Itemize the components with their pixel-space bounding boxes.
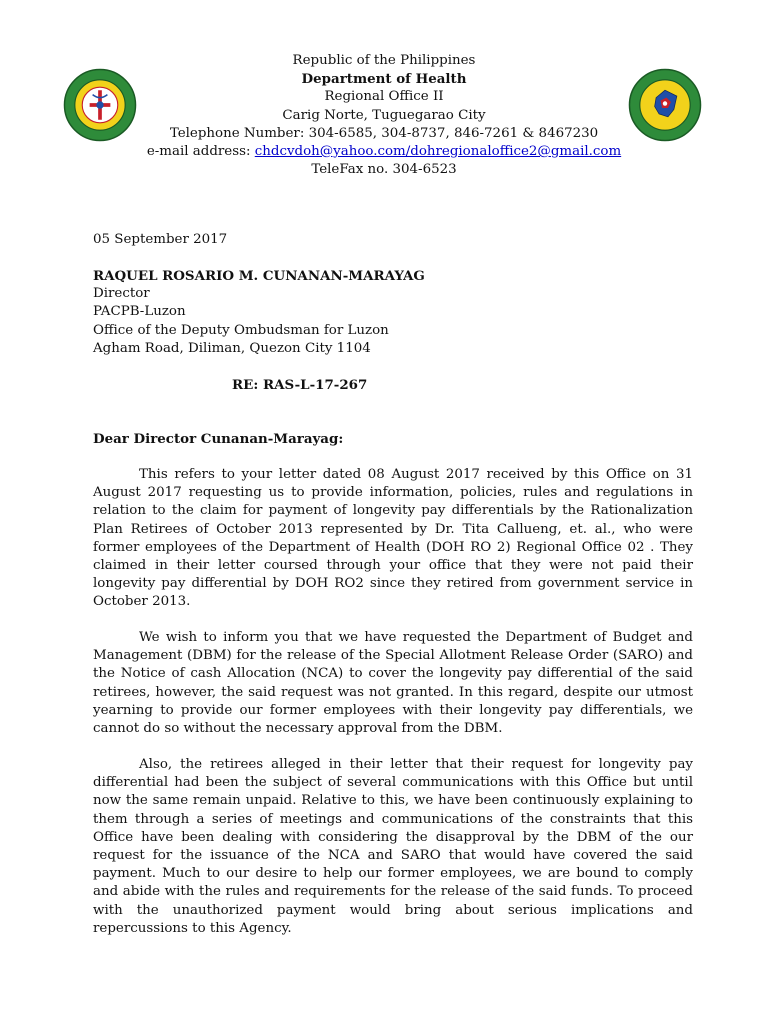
address-line: Carig Norte, Tuguegarao City: [282, 107, 486, 123]
telephone-line: Telephone Number: 304-6585, 304-8737, 846-7261 & 8467230: [169, 125, 599, 141]
email-label: e-mail address:: [146, 144, 255, 160]
recipient-address: Agham Road, Diliman, Quezon City 1104: [93, 340, 371, 356]
country-line: Republic of the Philippines: [292, 53, 476, 68]
recipient-title: Director: [93, 286, 150, 302]
letterhead: [140, 52, 628, 179]
recipient-office: Office of the Deputy Ombudsman for Luzon: [93, 322, 389, 338]
doh-regional-office-seal-right-logo: [628, 68, 702, 142]
department-line: Department of Health: [301, 71, 467, 88]
office-line: Regional Office II: [324, 89, 444, 105]
recipient-block: [93, 267, 693, 358]
recipient-name: RAQUEL ROSARIO M. CUNANAN-MARAYAG: [93, 268, 425, 284]
paragraph-2: We wish to inform you that we have requested the Department of Budget and Management (DBM) for the release of the Special Allotment Release Order (SARO) and the Notice of cash Allocation (NCA) to cover the longevity pay differential of the said retirees, however, the said request was not granted. In this regard, despite our utmost yearning to provide our former employees with their longevity pay differentials, we cannot do so without the necessary approval from the DBM.: [93, 630, 693, 737]
email-line: [140, 143, 628, 161]
salutation: Dear Director Cunanan-Marayag:: [93, 431, 344, 447]
reference-line: RE: RAS-L-17-267: [232, 377, 368, 393]
recipient-unit: PACPB-Luzon: [93, 304, 186, 320]
paragraph-3: Also, the retirees alleged in their letter that their request for longevity pay differential had been the subject of several communications with this Office but until now the same remain unpaid. Relative to this, we have been continuously explaining to them through a series of meetings and communications of the constraints that this Office have been dealing with considering the disapproval by the DBM of the our request for the issuance of the NCA and SARO that would have covered the said payment. Much to our desire to help our former employees, we are bound to comply and abide with the rules and requirements for the release of the said funds. To proceed with the unauthorized payment would bring about serious implications and repercussions to this Agency.: [93, 757, 693, 936]
doh-seal-left-logo: [63, 68, 137, 142]
telefax-line: TeleFax no. 304-6523: [311, 162, 457, 178]
paragraph-1: This refers to your letter dated 08 August 2017 received by this Office on 31 August 2017 requesting us to provide information, policies, rules and regulations in relation to the claim for payment of longevity pay differentials by the Rationalization Plan Retirees of October 2013 represented by Dr. Tita Callueng, et. al., who were former employees of the Department of Health (DOH RO 2) Regional Office 02 . They claimed in their letter coursed through your office that they were not paid their longevity pay differential by DOH RO2 since they retired from government service in October 2013.: [93, 467, 693, 610]
letter-date: 05 September 2017: [93, 232, 228, 247]
email-link[interactable]: chdcvdoh@yahoo.com/dohregionaloffice2@gmail.com: [254, 144, 622, 160]
